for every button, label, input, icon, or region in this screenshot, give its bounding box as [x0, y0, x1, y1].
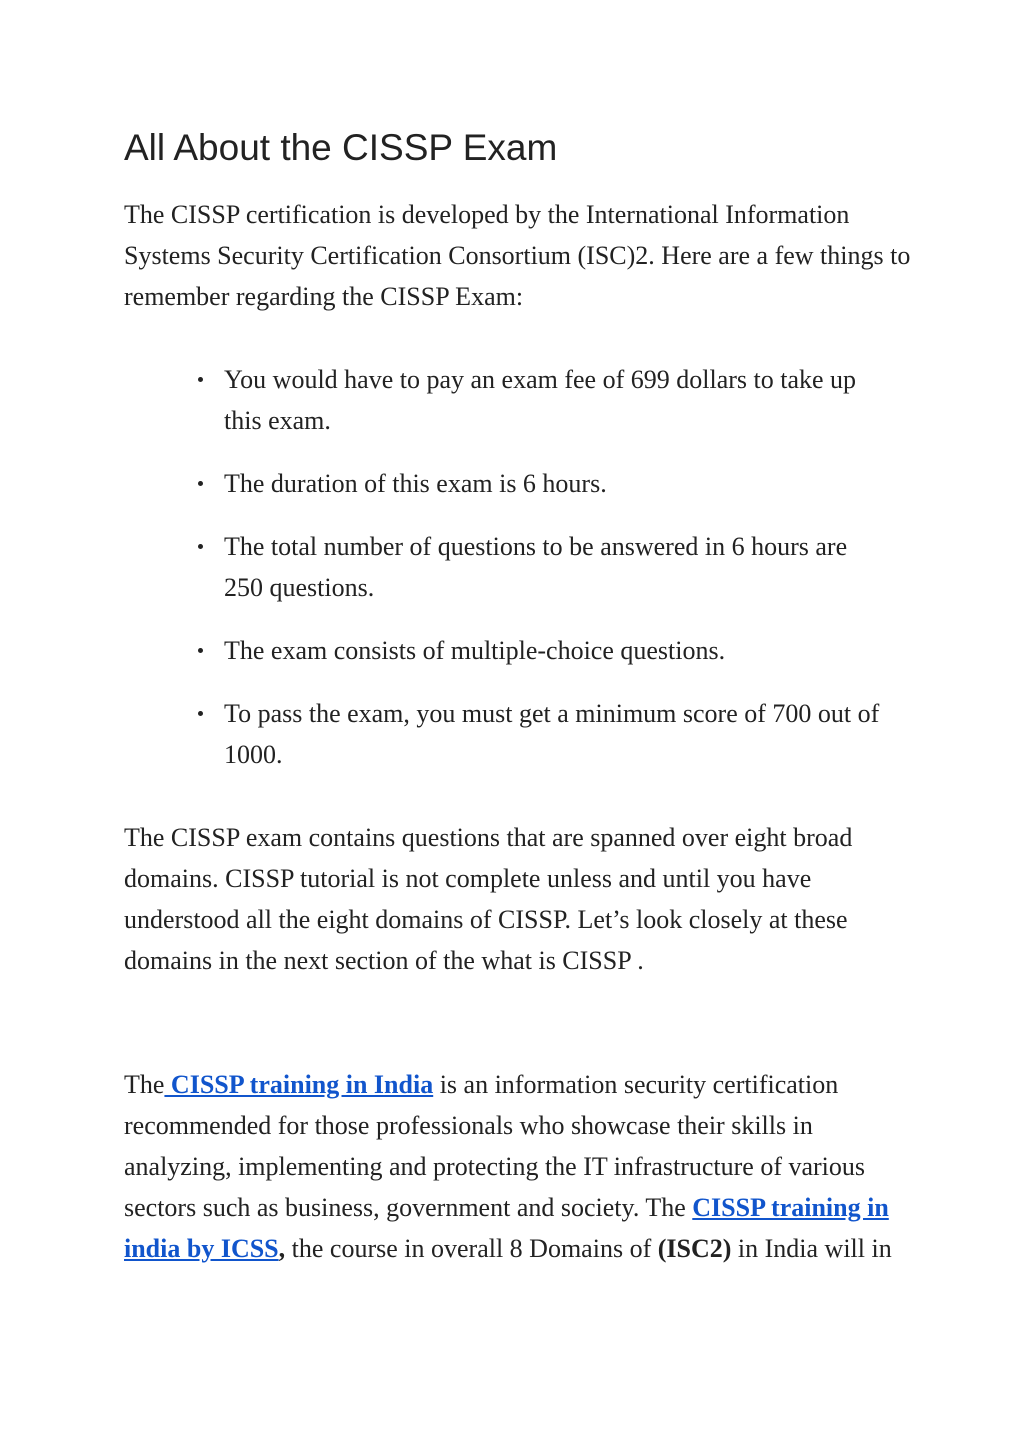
list-item: The duration of this exam is 6 hours.	[124, 463, 884, 504]
bullet-icon	[198, 377, 203, 382]
intro-paragraph: The CISSP certification is developed by the International Information Systems Security Certification Consortium (ISC)2. Here are a few things to remember regarding the CISSP Exam:	[124, 200, 911, 311]
training-tail-text: in India will in	[731, 1234, 892, 1263]
bullet-icon	[198, 544, 203, 549]
training-lead-text: The	[124, 1070, 165, 1099]
training-body-text: is an information security certification recommended for those professionals who showcase their skills in analyzing, implementing and protecting the IT infrastructure of various sectors such as business, government and society. The	[124, 1070, 866, 1222]
training-paragraph	[124, 1064, 914, 1269]
list-item: You would have to pay an exam fee of 699 dollars to take up this exam.	[124, 359, 884, 441]
cissp-training-india-link[interactable]: CISSP training in India	[164, 1070, 434, 1099]
cissp-training-icss-link[interactable]: CISSP training in india by ICSS	[124, 1193, 889, 1263]
list-item: The exam consists of multiple-choice questions.	[124, 630, 884, 671]
isc2-bold-text: (ISC2)	[657, 1234, 732, 1263]
domains-paragraph: The CISSP exam contains questions that are spanned over eight broad domains. CISSP tutorial is not complete unless and until you have understood all the eight domains of CISSP. Let’s look closely at these domains in the next section of the what is CISSP .	[124, 823, 853, 975]
page-title: All About the CISSP Exam	[124, 127, 558, 168]
bullet-icon	[198, 481, 203, 486]
list-item: The total number of questions to be answered in 6 hours are 250 questions.	[124, 526, 884, 608]
comma-text: ,	[278, 1234, 286, 1263]
bullet-icon	[198, 711, 203, 716]
bullet-icon	[198, 648, 203, 653]
training-course-text: the course in overall 8 Domains of	[285, 1234, 658, 1263]
list-item: To pass the exam, you must get a minimum score of 700 out of 1000.	[124, 693, 884, 775]
exam-facts-list	[124, 359, 884, 797]
